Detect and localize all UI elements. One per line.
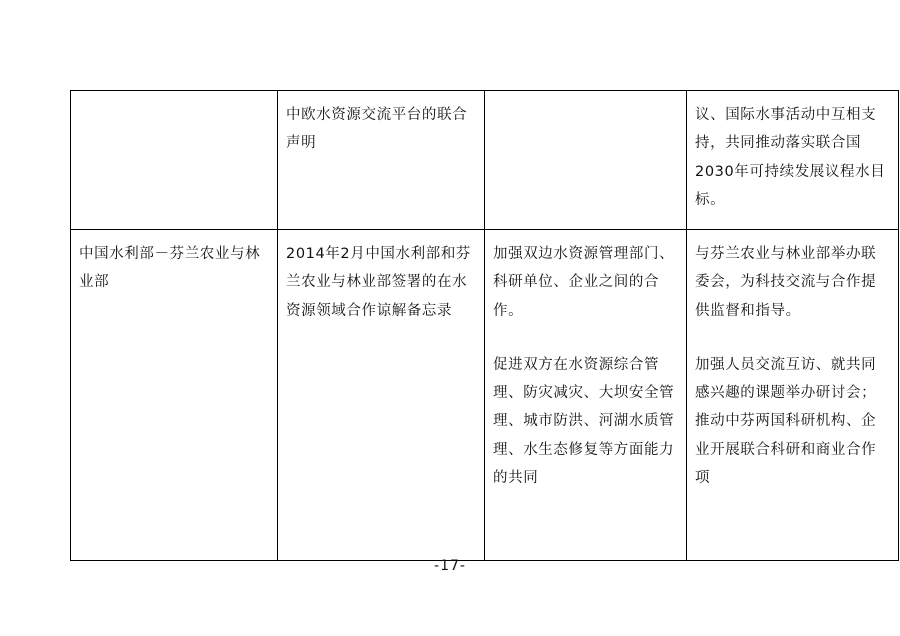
cell-paragraph: 与芬兰农业与林业部举办联委会，为科技交流与合作提供监督和指导。 — [695, 246, 877, 319]
cell-paragraph: 中国水利部－芬兰农业与林业部 — [79, 246, 261, 291]
cell-paragraph: 中欧水资源交流平台的联合声明 — [286, 107, 468, 152]
table-row — [71, 230, 899, 561]
cell-paragraph: 加强双边水资源管理部门、科研单位、企业之间的合作。 — [493, 246, 675, 319]
agreements-table — [70, 90, 899, 561]
cell-paragraph: 促进双方在水资源综合管理、防灾减灾、大坝安全管理、城市防洪、河湖水质管理、水生态修复等方面能力的共同 — [493, 356, 675, 486]
table-cell-content — [485, 91, 687, 230]
table-row — [71, 91, 899, 230]
table-cell-agreement — [278, 230, 485, 561]
cell-paragraph: 2014年2月中国水利部和芬兰农业与林业部签署的在水资源领域合作谅解备忘录 — [286, 246, 472, 319]
page-number: -17- — [434, 558, 466, 574]
table-cell-agreement — [278, 91, 485, 230]
table-cell-notes — [687, 230, 899, 561]
table-cell-party — [71, 91, 278, 230]
cell-paragraph: 议、国际水事活动中互相支持，共同推动落实联合国2030年可持续发展议程水目标。 — [695, 107, 886, 208]
table-cell-content — [485, 230, 687, 561]
table-cell-party — [71, 230, 278, 561]
table-cell-notes — [687, 91, 899, 230]
cell-paragraph: 加强人员交流互访、就共同感兴趣的课题举办研讨会；推动中芬两国科研机构、企业开展联合科研和商业合作项 — [695, 356, 877, 486]
table-body — [71, 91, 899, 561]
